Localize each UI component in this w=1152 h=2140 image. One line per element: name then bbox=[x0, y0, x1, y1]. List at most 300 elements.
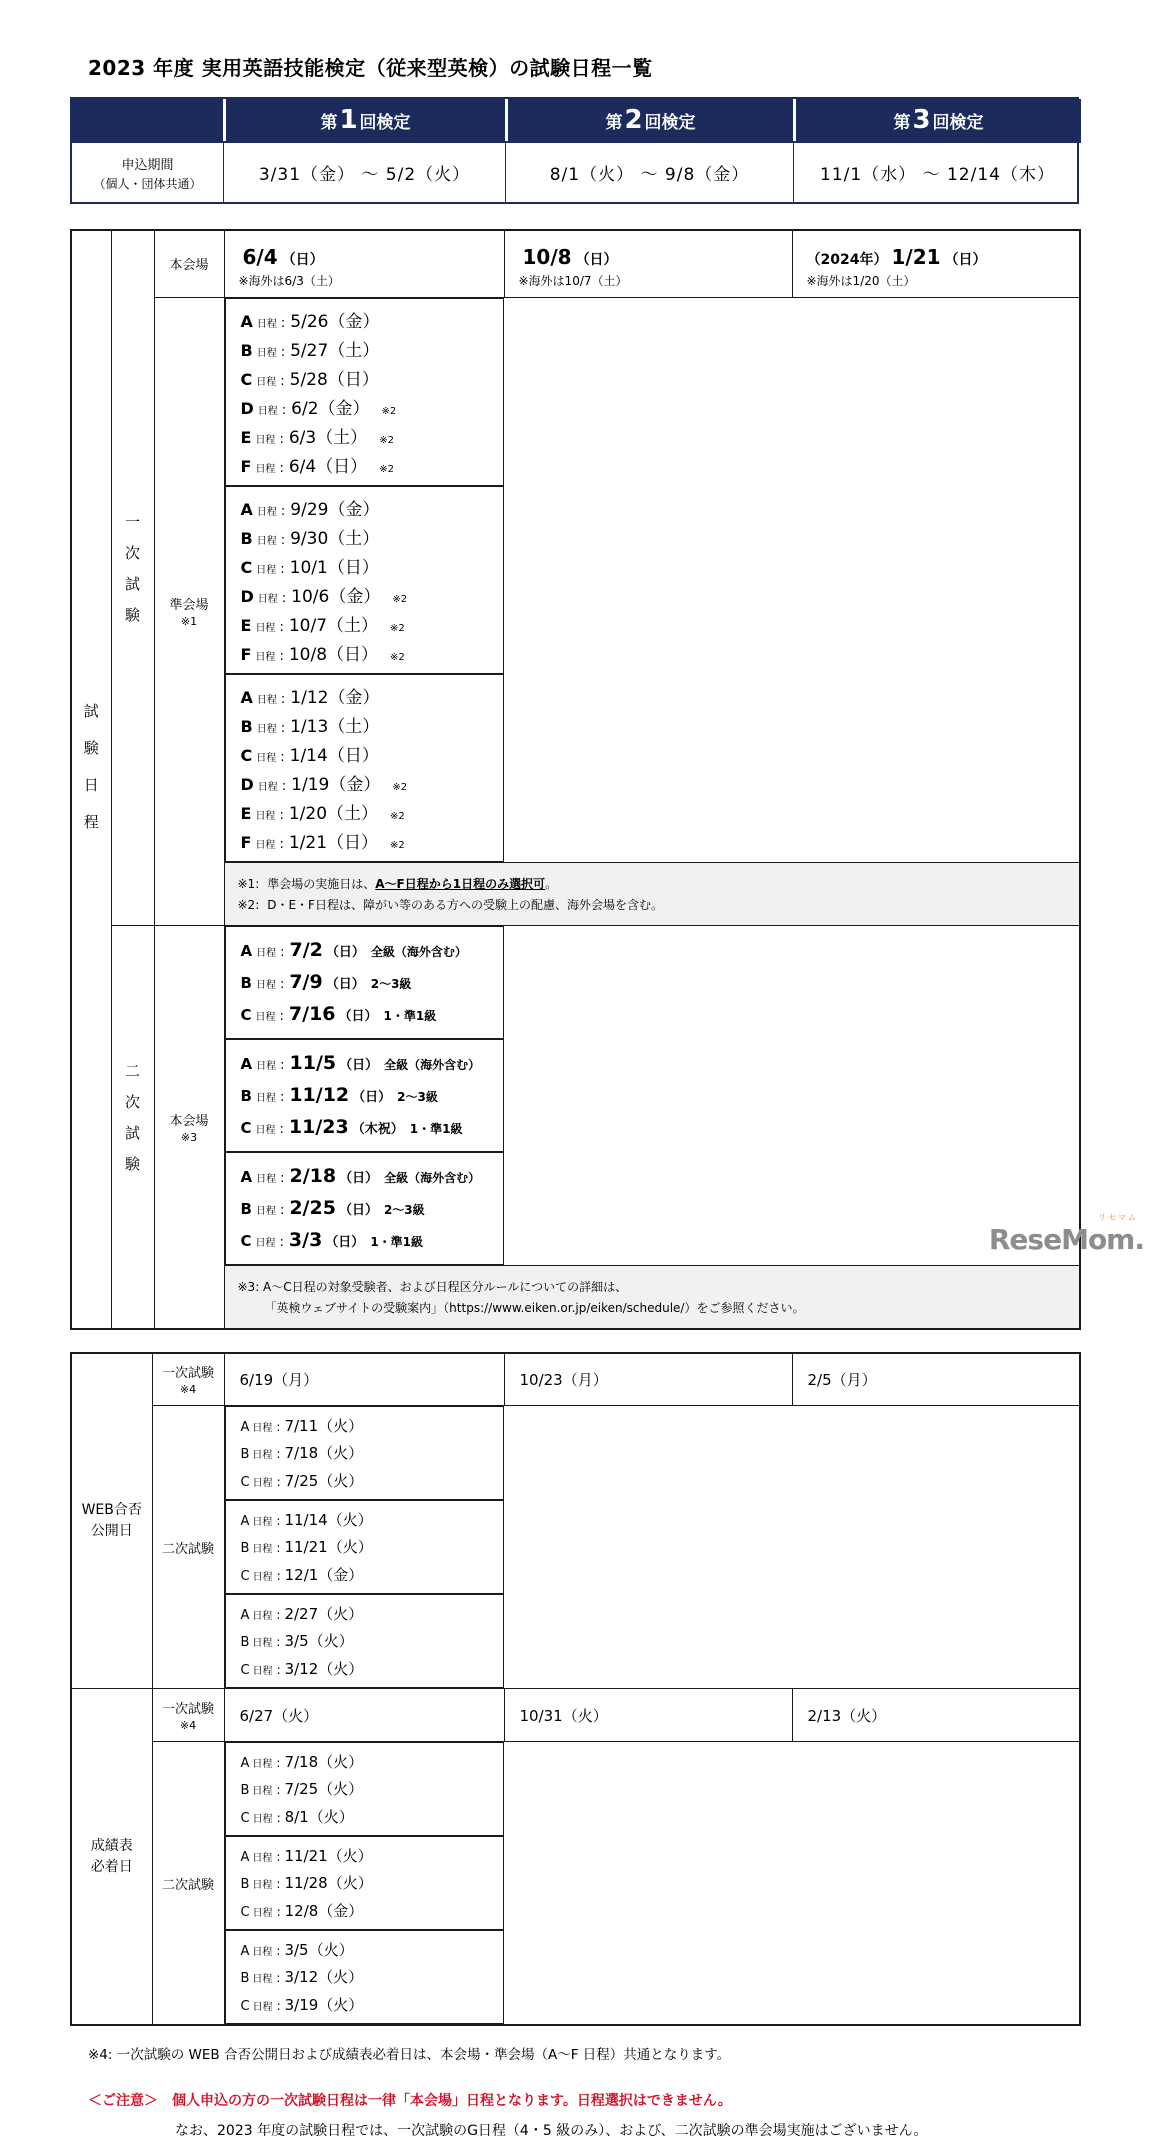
grade-scope: 2～3級 bbox=[383, 1202, 425, 1217]
nittei-label: 日程 bbox=[252, 1907, 273, 1919]
overseas-note: ※海外は6/3（土） bbox=[238, 274, 340, 289]
application-period-round-2: 8/1（火） ～ 9/8（金） bbox=[505, 141, 793, 202]
note-head: ※2: bbox=[237, 897, 260, 912]
note-text: 準会場の実施日は、 bbox=[267, 876, 376, 891]
schedule-line bbox=[241, 799, 504, 824]
first-stage-sublabel-cell bbox=[152, 1689, 224, 1742]
label-line1: 申込期間 bbox=[121, 157, 174, 173]
grade-scope: 全級（海外含む） bbox=[384, 1171, 481, 1186]
report-second-dates-r3 bbox=[225, 1930, 505, 2024]
schedule-line bbox=[241, 1900, 504, 1921]
colon: : bbox=[276, 1608, 281, 1623]
schedule-line bbox=[241, 611, 504, 636]
ref-mark: ※2 bbox=[390, 622, 405, 634]
grade-scope: 2～3級 bbox=[397, 1089, 438, 1104]
first-stage-sub-venue-r1 bbox=[225, 298, 505, 486]
nittei-label: 日程 bbox=[256, 948, 277, 960]
day-letter: D bbox=[240, 398, 254, 418]
round-post: 回検定 bbox=[359, 112, 411, 133]
nittei-label: 日程 bbox=[252, 1638, 273, 1650]
nittei-label: 日程 bbox=[257, 781, 278, 793]
day-letter: A bbox=[240, 687, 253, 707]
first-stage-main-venue-r3 bbox=[792, 230, 1080, 297]
day-letter: E bbox=[240, 427, 252, 447]
date-value: 7/2 bbox=[289, 939, 323, 962]
nittei-label: 日程 bbox=[257, 593, 278, 605]
schedule-line bbox=[241, 1442, 504, 1463]
application-period-label bbox=[72, 141, 223, 202]
date-value: 10/8（日） bbox=[288, 644, 379, 665]
web-results-label-cell bbox=[71, 1353, 152, 1689]
day-letter: C bbox=[240, 1904, 250, 1920]
schedule-line bbox=[241, 1165, 504, 1187]
caution-head: ＜ご注意＞ bbox=[88, 2093, 158, 2109]
colon: : bbox=[280, 691, 286, 707]
date-weekday: （日） bbox=[575, 252, 618, 269]
date-value: 2/27（火） bbox=[284, 1605, 364, 1624]
colon: : bbox=[280, 1171, 285, 1187]
date-weekday: （日） bbox=[281, 252, 324, 269]
grade-scope: 全級（海外含む） bbox=[370, 945, 467, 960]
nittei-label: 日程 bbox=[252, 1786, 273, 1798]
day-letter: B bbox=[240, 1541, 250, 1557]
nittei-label: 日程 bbox=[252, 1974, 273, 1986]
grade-scope: 1・準1級 bbox=[409, 1121, 463, 1136]
report-first-date-r1: 6/27（火） bbox=[224, 1689, 504, 1742]
ref-mark: ※2 bbox=[390, 810, 405, 822]
nittei-label: 日程 bbox=[256, 752, 277, 764]
header-round-3 bbox=[793, 99, 1081, 141]
day-letter: A bbox=[240, 1944, 250, 1960]
nittei-label: 日程 bbox=[255, 622, 276, 634]
date-value: 11/12 bbox=[289, 1083, 350, 1106]
day-letter: F bbox=[240, 456, 252, 476]
schedule-line bbox=[241, 971, 504, 993]
day-letter: C bbox=[240, 745, 253, 765]
section-label-line1: 成績表 bbox=[90, 1837, 133, 1854]
day-letter: A bbox=[240, 1756, 250, 1772]
nittei-label: 日程 bbox=[255, 1237, 276, 1249]
note-text: D・E・F日程は、障がい等のある方への受験上の配慮、海外会場を含む。 bbox=[267, 897, 663, 912]
date-value: 3/5（火） bbox=[284, 1632, 354, 1651]
nittei-label: 日程 bbox=[255, 979, 276, 991]
nittei-label: 日程 bbox=[255, 651, 276, 663]
colon: : bbox=[279, 431, 284, 447]
day-letter: F bbox=[240, 832, 252, 852]
nittei-label: 日程 bbox=[255, 810, 276, 822]
first-stage-sub-venue-r3 bbox=[225, 674, 505, 862]
date-value: 6/2（金） bbox=[291, 398, 370, 419]
colon: : bbox=[280, 344, 286, 360]
day-letter: C bbox=[240, 1998, 250, 2014]
colon: : bbox=[276, 1541, 281, 1556]
date-value: 7/18（火） bbox=[284, 1444, 364, 1463]
second-stage-r3 bbox=[225, 1152, 505, 1265]
schedule-line bbox=[241, 394, 504, 419]
colon: : bbox=[280, 749, 285, 765]
resemom-logo-text: ReseMom. bbox=[988, 1223, 1144, 1256]
date-value: 5/26（金） bbox=[290, 311, 380, 332]
grade-scope: 1・準1級 bbox=[370, 1234, 424, 1249]
date-weekday: （日） bbox=[352, 1089, 392, 1105]
schedule-line bbox=[241, 452, 504, 477]
nittei-label: 日程 bbox=[252, 1880, 273, 1892]
nittei-label: 日程 bbox=[252, 1571, 273, 1583]
date-value: 7/9 bbox=[289, 970, 323, 993]
web-second-dates-r3 bbox=[225, 1594, 505, 1688]
main-venue-label-cell bbox=[154, 230, 224, 297]
day-letter: B bbox=[240, 1447, 250, 1463]
colon: : bbox=[279, 619, 284, 635]
round-pre: 第 bbox=[893, 112, 911, 133]
exam-schedule-table bbox=[70, 229, 1081, 1330]
date-value: 1/19（金） bbox=[291, 774, 381, 795]
schedule-line bbox=[241, 1806, 504, 1827]
day-letter: B bbox=[240, 1877, 250, 1893]
day-letter: A bbox=[240, 1850, 250, 1866]
note-text: 。 bbox=[545, 876, 558, 891]
date-weekday: （日） bbox=[325, 945, 365, 961]
date-value: 11/21（火） bbox=[284, 1538, 373, 1557]
report-second-dates-r2 bbox=[225, 1836, 505, 1930]
page-title: 2023 年度 実用英語技能検定（従来型英検）の試験日程一覧 bbox=[88, 56, 653, 80]
round-number: 1 bbox=[339, 105, 358, 135]
schedule-line bbox=[241, 1564, 504, 1585]
colon: : bbox=[281, 590, 287, 606]
day-letter: B bbox=[240, 973, 252, 992]
schedule-line bbox=[241, 1116, 504, 1138]
day-letter: E bbox=[240, 803, 252, 823]
colon: : bbox=[280, 720, 286, 736]
colon: : bbox=[279, 460, 284, 476]
second-stage-sublabel-cell: 二次試験 bbox=[152, 1406, 224, 1689]
date-value: 7/11（火） bbox=[284, 1417, 364, 1436]
day-letter: B bbox=[240, 1199, 252, 1218]
first-stage-label-cell bbox=[111, 230, 154, 925]
day-letter: C bbox=[240, 369, 253, 389]
note-2 bbox=[238, 896, 1070, 913]
schedule-line bbox=[241, 1872, 504, 1893]
ref-mark: ※2 bbox=[390, 839, 405, 851]
schedule-line bbox=[241, 307, 504, 332]
nittei-label: 日程 bbox=[255, 839, 276, 851]
nittei-label: 日程 bbox=[252, 2001, 273, 2013]
date-value: 9/29（金） bbox=[290, 499, 380, 520]
date-weekday: （日） bbox=[338, 1202, 378, 1218]
date-value: 5/27（土） bbox=[290, 340, 380, 361]
schedule-line bbox=[241, 1658, 504, 1679]
date-value: 1/13（土） bbox=[290, 716, 380, 737]
nittei-label: 日程 bbox=[252, 1423, 273, 1435]
nittei-label: 日程 bbox=[257, 405, 278, 417]
web-first-date-r3: 2/5（月） bbox=[792, 1353, 1080, 1406]
date-weekday: （日） bbox=[325, 976, 365, 992]
application-period-round-1: 3/31（金） ～ 5/2（火） bbox=[223, 141, 505, 202]
colon: : bbox=[280, 503, 286, 519]
schedule-line bbox=[241, 1966, 504, 1987]
application-period-table bbox=[70, 97, 1079, 204]
caution-red-text: 個人申込の方の一次試験日程は一律「本会場」日程となります。日程選択はできません。 bbox=[172, 2093, 732, 2109]
schedule-line bbox=[241, 1845, 504, 1866]
schedule-line bbox=[241, 1197, 504, 1219]
colon: : bbox=[276, 1944, 281, 1959]
date-value: 1/20（土） bbox=[288, 803, 379, 824]
nittei-label: 日程 bbox=[252, 1611, 273, 1623]
ref-mark: ※2 bbox=[392, 593, 408, 605]
nittei-label: 日程 bbox=[252, 1947, 273, 1959]
schedule-line bbox=[241, 683, 504, 708]
second-stage-label-cell bbox=[111, 925, 154, 1329]
date-weekday: （日） bbox=[339, 1171, 379, 1187]
day-letter: C bbox=[240, 1231, 252, 1250]
date-value: 11/5 bbox=[289, 1052, 337, 1075]
nittei-label: 日程 bbox=[256, 723, 277, 735]
date-weekday: （日） bbox=[338, 1008, 378, 1024]
colon: : bbox=[281, 402, 287, 418]
web-first-date-r1: 6/19（月） bbox=[224, 1353, 504, 1406]
note-4: ※4: 一次試験の WEB 合否公開日および成績表必着日は、本会場・準会場（A～F 日程）共通となります。 bbox=[88, 2047, 731, 2063]
header-empty-cell bbox=[72, 99, 223, 141]
schedule-line bbox=[241, 640, 504, 665]
date-value: 3/5（火） bbox=[284, 1941, 354, 1960]
round-number: 3 bbox=[912, 105, 931, 135]
date-weekday: （木祝） bbox=[351, 1121, 404, 1137]
main-venue-label: 本会場 bbox=[169, 258, 209, 274]
grade-scope: 1・準1級 bbox=[383, 1008, 437, 1023]
date-value: 11/14（火） bbox=[284, 1511, 373, 1530]
colon: : bbox=[276, 1474, 281, 1489]
nittei-label: 日程 bbox=[255, 1011, 276, 1023]
date-value: 10/1（日） bbox=[289, 557, 379, 578]
main-venue-date-line bbox=[239, 245, 498, 269]
schedule-line bbox=[241, 1084, 504, 1106]
nittei-label: 日程 bbox=[252, 1853, 273, 1865]
round-post: 回検定 bbox=[644, 112, 696, 133]
overseas-note: ※海外は1/20（土） bbox=[806, 274, 916, 289]
date-value: 7/18（火） bbox=[284, 1753, 364, 1772]
web-first-date-r2: 10/23（月） bbox=[504, 1353, 792, 1406]
day-letter: B bbox=[240, 340, 253, 360]
colon: : bbox=[276, 1877, 281, 1892]
date-weekday: （日） bbox=[944, 252, 987, 269]
colon: : bbox=[276, 1756, 281, 1771]
date-value: 7/25（火） bbox=[284, 1780, 364, 1799]
nittei-label: 日程 bbox=[256, 535, 277, 547]
ref-mark: ※2 bbox=[381, 405, 397, 417]
nittei-label: 日程 bbox=[256, 347, 277, 359]
day-letter: C bbox=[240, 1810, 250, 1826]
second-stage-r2 bbox=[225, 1039, 505, 1152]
report-first-date-r2: 10/31（火） bbox=[504, 1689, 792, 1742]
application-period-round-3: 11/1（水） ～ 12/14（木） bbox=[793, 141, 1081, 202]
schedule-line bbox=[241, 1003, 504, 1025]
colon: : bbox=[276, 1662, 281, 1677]
date-value: 12/1（金） bbox=[284, 1565, 364, 1584]
date-value: 1/12（金） bbox=[290, 687, 380, 708]
date-value: 2/18 bbox=[289, 1165, 337, 1188]
date-value: 11/28（火） bbox=[284, 1874, 373, 1893]
ref-mark: ※2 bbox=[392, 781, 408, 793]
date-value: 11/21（火） bbox=[284, 1847, 373, 1866]
main-venue-label: 本会場 bbox=[169, 1113, 209, 1129]
colon: : bbox=[276, 1850, 281, 1865]
report-first-date-r3: 2/13（火） bbox=[792, 1689, 1080, 1742]
colon: : bbox=[276, 1447, 281, 1462]
day-letter: A bbox=[240, 499, 253, 519]
schedule-line bbox=[241, 1939, 504, 1960]
schedule-line bbox=[241, 1994, 504, 2015]
date-weekday: （日） bbox=[339, 1058, 379, 1074]
note3-ref: ※3 bbox=[180, 1130, 198, 1144]
header-round-1 bbox=[223, 99, 505, 141]
section-label-line2: 必着日 bbox=[90, 1858, 133, 1875]
results-dates-table bbox=[70, 1352, 1081, 2027]
first-stage-sub-venue-r2 bbox=[225, 486, 505, 674]
nittei-label: 日程 bbox=[256, 318, 277, 330]
nittei-label: 日程 bbox=[252, 1759, 273, 1771]
round-number: 2 bbox=[624, 105, 643, 135]
nittei-label: 日程 bbox=[256, 376, 277, 388]
schedule-line bbox=[241, 582, 504, 607]
colon: : bbox=[280, 1058, 285, 1074]
nittei-label: 日程 bbox=[255, 1205, 276, 1217]
ref-mark: ※2 bbox=[379, 463, 394, 475]
web-second-dates-r2 bbox=[225, 1500, 505, 1594]
day-letter: C bbox=[240, 1005, 252, 1024]
schedule-line bbox=[241, 1603, 504, 1624]
date-value: 3/12（火） bbox=[284, 1968, 364, 1987]
nittei-label: 日程 bbox=[252, 1450, 273, 1462]
nittei-label: 日程 bbox=[256, 1174, 277, 1186]
day-letter: B bbox=[240, 1086, 252, 1105]
day-letter: C bbox=[240, 557, 253, 577]
day-letter: C bbox=[240, 1118, 252, 1137]
nittei-label: 日程 bbox=[252, 1477, 273, 1489]
first-stage-label: 一次試験 bbox=[123, 513, 141, 638]
round-pre: 第 bbox=[605, 112, 623, 133]
day-letter: A bbox=[240, 1514, 250, 1530]
nittei-label: 日程 bbox=[255, 1092, 276, 1104]
date-value: 5/28（日） bbox=[289, 369, 379, 390]
day-letter: A bbox=[240, 1608, 250, 1624]
first-stage-sublabel-cell bbox=[152, 1353, 224, 1406]
nittei-label: 日程 bbox=[255, 1124, 276, 1136]
schedule-line bbox=[241, 495, 504, 520]
note1-ref: ※1 bbox=[180, 615, 198, 628]
report-second-dates-r1 bbox=[225, 1742, 505, 1836]
schedule-line bbox=[241, 770, 504, 795]
colon: : bbox=[281, 778, 287, 794]
schedule-line bbox=[241, 1630, 504, 1651]
schedule-group-label-cell bbox=[71, 230, 111, 1329]
colon: : bbox=[279, 1202, 285, 1218]
date-value: 1/14（日） bbox=[289, 745, 379, 766]
day-letter: B bbox=[240, 716, 253, 736]
colon: : bbox=[280, 373, 285, 389]
schedule-line bbox=[241, 1229, 504, 1251]
day-letter: A bbox=[240, 1055, 253, 1074]
date-value: 1/21（日） bbox=[288, 832, 379, 853]
second-stage-sublabel-cell: 二次試験 bbox=[152, 1742, 224, 2026]
grade-scope: 全級（海外含む） bbox=[384, 1058, 481, 1073]
day-letter: A bbox=[240, 1168, 253, 1187]
schedule-line bbox=[241, 712, 504, 737]
schedule-line bbox=[241, 939, 504, 961]
day-letter: D bbox=[240, 774, 254, 794]
caution-line bbox=[88, 2090, 1152, 2110]
colon: : bbox=[276, 1810, 281, 1825]
second-stage-r1 bbox=[225, 926, 505, 1039]
grade-scope: 2～3級 bbox=[370, 976, 412, 991]
day-letter: F bbox=[240, 644, 252, 664]
nittei-label: 日程 bbox=[256, 1061, 277, 1073]
schedule-line bbox=[241, 1052, 504, 1074]
day-letter: C bbox=[240, 1568, 250, 1584]
colon: : bbox=[279, 1234, 284, 1250]
date-value: 3/3 bbox=[288, 1228, 323, 1251]
date-value: 3/12（火） bbox=[284, 1659, 364, 1678]
colon: : bbox=[280, 315, 286, 331]
colon: : bbox=[279, 1121, 284, 1137]
schedule-line bbox=[241, 1415, 504, 1436]
day-letter: B bbox=[240, 528, 253, 548]
note-strong-text: A～F日程から1日程のみ選択可 bbox=[375, 876, 546, 891]
first-stage-label: 一次試験 bbox=[161, 1366, 214, 1382]
colon: : bbox=[280, 532, 286, 548]
colon: : bbox=[276, 1904, 281, 1919]
section-label-line1: WEB合否 bbox=[81, 1501, 142, 1518]
sub-venue-label: 準会場 bbox=[169, 598, 209, 613]
date-value: 2/25 bbox=[289, 1196, 336, 1219]
nittei-label: 日程 bbox=[252, 1813, 273, 1825]
date-value: 7/25（火） bbox=[284, 1471, 364, 1490]
colon: : bbox=[279, 1008, 284, 1024]
schedule-line bbox=[241, 828, 504, 853]
schedule-line bbox=[241, 336, 504, 361]
colon: : bbox=[279, 976, 285, 992]
colon: : bbox=[280, 945, 285, 961]
main-venue-date-line bbox=[519, 245, 786, 269]
colon: : bbox=[276, 1998, 281, 2013]
schedule-line bbox=[241, 524, 504, 549]
schedule-group-label: 試験日程 bbox=[81, 703, 100, 852]
day-letter: B bbox=[240, 1783, 250, 1799]
nittei-label: 日程 bbox=[256, 564, 277, 576]
header-round-2 bbox=[505, 99, 793, 141]
date-value: 6/4 bbox=[242, 245, 278, 270]
nittei-label: 日程 bbox=[252, 1517, 273, 1529]
colon: : bbox=[276, 1568, 281, 1583]
round-post: 回検定 bbox=[932, 112, 984, 133]
round-pre: 第 bbox=[320, 112, 338, 133]
nittei-label: 日程 bbox=[255, 434, 276, 446]
nittei-label: 日程 bbox=[256, 506, 277, 518]
schedule-line bbox=[241, 1751, 504, 1772]
date-value: 3/19（火） bbox=[284, 1995, 364, 2014]
colon: : bbox=[276, 1635, 281, 1650]
date-value: 9/30（土） bbox=[290, 528, 380, 549]
label-line2: （個人・団体共通） bbox=[93, 176, 202, 191]
colon: : bbox=[279, 648, 284, 664]
colon: : bbox=[279, 1089, 285, 1105]
nittei-label: 日程 bbox=[252, 1544, 273, 1556]
caution-black-text: なお、2023 年度の試験日程では、一次試験のG日程（4・5 級のみ）、および、二次試験の準会場実施はございません。 bbox=[175, 2123, 928, 2139]
nittei-label: 日程 bbox=[252, 1665, 273, 1677]
colon: : bbox=[276, 1783, 281, 1798]
date-value: 11/23 bbox=[288, 1115, 349, 1138]
colon: : bbox=[276, 1420, 281, 1435]
nittei-label: 日程 bbox=[255, 463, 276, 475]
